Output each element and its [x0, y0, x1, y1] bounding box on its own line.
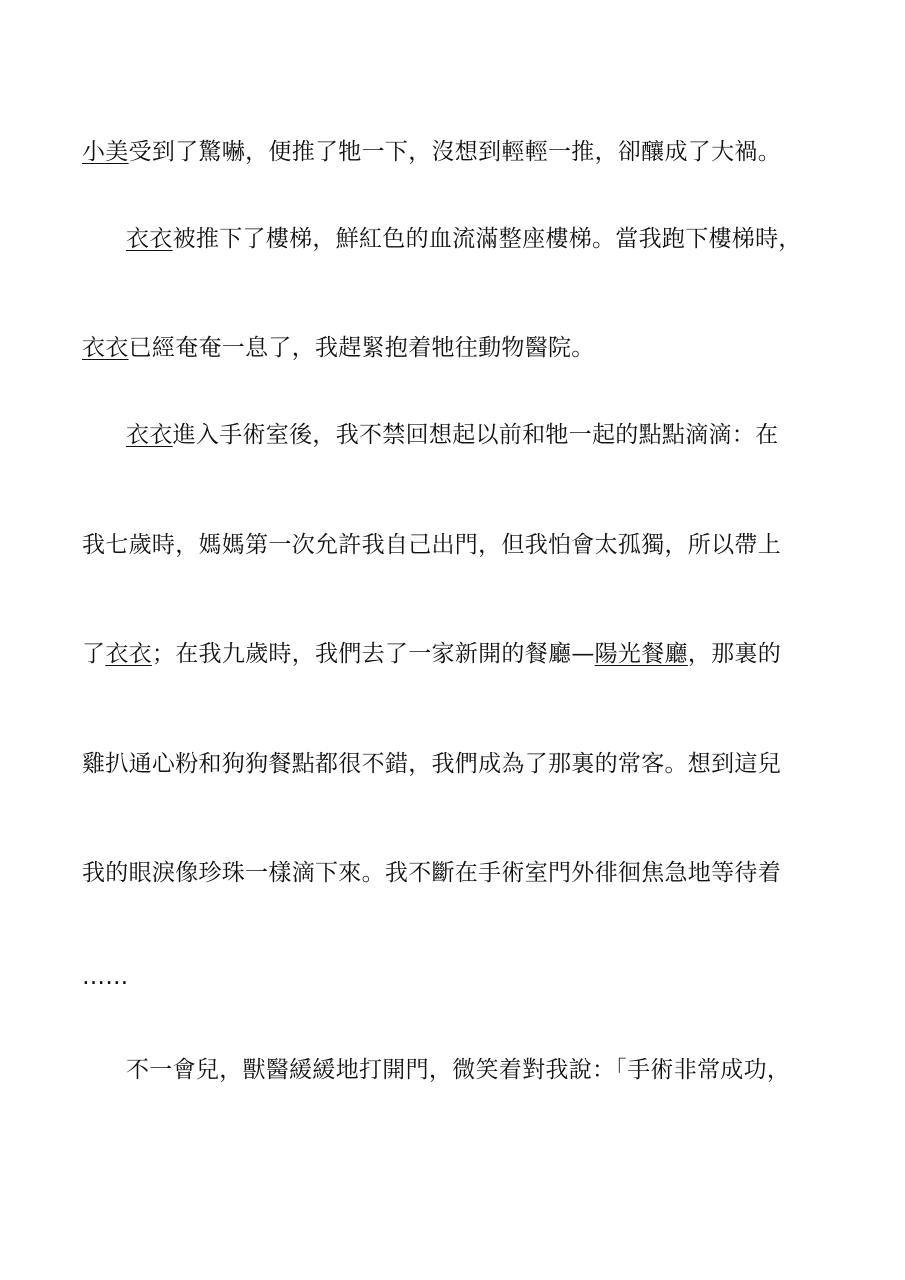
- text-line: [126, 1055, 790, 1085]
- text-segment: ，那裏的: [687, 641, 782, 667]
- text-segment: 雞扒通心粉和狗狗餐點都很不錯，我們成為了那裏的常客。想到這兒: [82, 751, 781, 777]
- text-line: [126, 420, 778, 450]
- text-segment: 不一會兒，獸醫緩緩地打開門，微笑着對我說：「手術非常成功，: [126, 1057, 791, 1083]
- text-line: [82, 962, 129, 992]
- text-line: [82, 530, 781, 560]
- underlined-name: 衣衣: [105, 641, 152, 667]
- text-line: [82, 749, 781, 779]
- text-segment: ……: [82, 964, 129, 990]
- text-line: [82, 858, 781, 888]
- text-segment: ；在我九歲時，我們去了一家新開的餐廳—: [151, 641, 595, 667]
- text-segment: 了: [82, 641, 106, 667]
- text-segment: 我七歲時，媽媽第一次允許我自己出門，但我怕會太孤獨，所以帶上: [82, 532, 781, 558]
- underlined-name: 陽光餐廳: [594, 641, 688, 667]
- text-line: [82, 639, 781, 669]
- text-segment: 被推下了樓梯，鮮紅色的血流滿整座樓梯。當我跑下樓梯時，: [172, 226, 802, 252]
- underlined-name: 小美: [82, 139, 129, 165]
- text-segment: 已經奄奄一息了，我趕緊抱着牠往動物醫院。: [128, 335, 595, 361]
- text-line: [82, 137, 781, 167]
- underlined-name: 衣衣: [126, 422, 173, 448]
- text-segment: 進入手術室後，我不禁回想起以前和牠一起的點點滴滴：在: [172, 422, 779, 448]
- text-segment: 我的眼淚像珍珠一樣滴下來。我不斷在手術室門外徘徊焦急地等待着: [82, 860, 781, 886]
- text-line: [126, 224, 802, 254]
- underlined-name: 衣衣: [82, 335, 129, 361]
- text-segment: 受到了驚嚇，便推了牠一下，沒想到輕輕一推，卻釀成了大禍。: [128, 139, 782, 165]
- underlined-name: 衣衣: [126, 226, 173, 252]
- text-line: [82, 333, 595, 363]
